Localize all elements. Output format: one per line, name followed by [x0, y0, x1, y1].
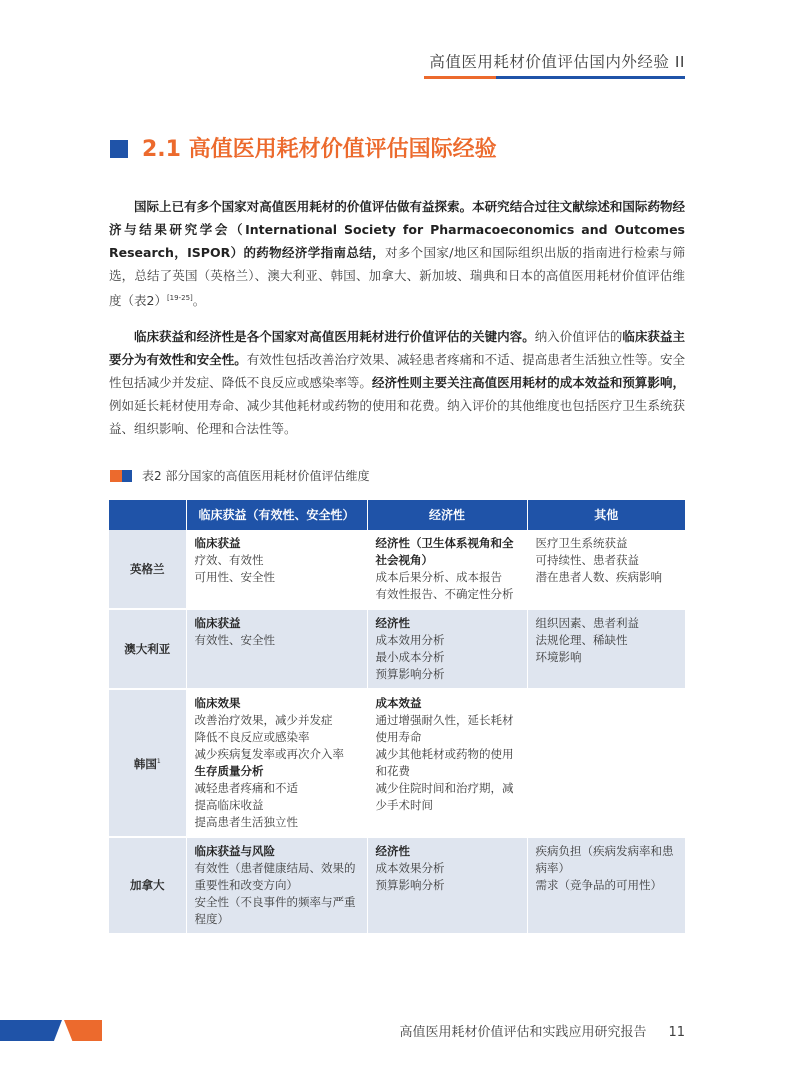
country-cell: [109, 609, 186, 689]
country-cell: [109, 530, 186, 609]
cell-subheading: 成本效益: [375, 696, 422, 710]
economic-cell: [367, 689, 527, 837]
cell-subheading: 经济性: [375, 844, 410, 858]
header-rule-orange: [424, 76, 496, 79]
cell-item: 最小成本分析: [375, 650, 445, 664]
country-name: 加拿大: [130, 878, 165, 892]
evaluation-dimension-table: [109, 500, 685, 935]
cell-item: 降低不良反应或感染率: [194, 730, 310, 744]
body-paragraph-2: [109, 325, 685, 440]
clinical-cell: [186, 837, 367, 934]
economic-cell: [367, 837, 527, 934]
cell-item: 预算影响分析: [375, 667, 445, 681]
table-row: [109, 609, 685, 689]
para2-bold-1: 临床获益和经济性是各个国家对高值医用耗材进行价值评估的关键内容。: [134, 329, 535, 344]
section-marker-square: [110, 140, 128, 158]
cell-item: 环境影响: [535, 650, 582, 664]
section-heading: [110, 132, 497, 163]
country-footnote-mark: 1: [156, 758, 161, 766]
footer-accent-orange: [64, 1020, 102, 1041]
cell-subheading: 经济性: [375, 616, 410, 630]
page-footer: [399, 1021, 685, 1040]
cell-item: 成本效果分析: [375, 861, 445, 875]
para2-bold-2: 临床获益主要分为有效性和安全性。: [109, 329, 685, 367]
clinical-cell: [186, 530, 367, 609]
caption-marker-orange: [110, 470, 122, 482]
cell-item: 有效性报告、不确定性分析: [375, 587, 514, 601]
table-header-cell: 其他: [527, 500, 685, 530]
section-title: 2.1 高值医用耗材价值评估国际经验: [142, 137, 497, 162]
country-cell: [109, 689, 186, 837]
para2-text-1: 纳入价值评估的: [534, 329, 623, 344]
running-header: 高值医用耗材价值评估国内外经验 II: [429, 53, 685, 71]
footer-accent-blue: [0, 1020, 62, 1041]
footer-title: 高值医用耗材价值评估和实践应用研究报告: [399, 1025, 647, 1040]
caption-marker-blue: [122, 470, 132, 482]
table-row: [109, 530, 685, 609]
table-header-row: [109, 500, 685, 530]
cell-item: 医疗卫生系统获益: [535, 536, 628, 550]
cell-item: 提高患者生活独立性: [194, 815, 298, 829]
country-name: 澳大利亚: [124, 641, 171, 656]
cell-item: 疾病负担（疾病发病率和患病率）: [535, 844, 674, 875]
table-row: [109, 689, 685, 837]
cell-subheading: 临床效果: [194, 696, 241, 710]
clinical-cell: [186, 609, 367, 689]
table-caption: [110, 467, 369, 484]
other-cell: [527, 837, 685, 934]
para2-text-3: 例如延长耗材使用寿命、减少其他耗材或药物的使用和花费。纳入评价的其他维度也包括医疗卫生系统获益、组织影响、伦理和合法性等。: [109, 398, 685, 436]
table-header-cell: 经济性: [367, 500, 527, 530]
cell-subheading: 生存质量分析: [194, 764, 264, 778]
other-cell: [527, 689, 685, 837]
cell-item: 有效性（患者健康结局、效果的重要性和改变方向）: [194, 861, 356, 892]
para1-end: 。: [192, 293, 206, 309]
cell-item: 提高临床收益: [194, 798, 264, 812]
cell-item: 改善治疗效果，减少并发症: [194, 713, 333, 727]
cell-item: 减轻患者疼痛和不适: [194, 781, 298, 795]
citation-ref: [19-25]: [166, 294, 193, 302]
cell-subheading: 临床获益: [194, 536, 241, 550]
table-header-cell: 临床获益（有效性、安全性）: [186, 500, 367, 530]
country-cell: [109, 837, 186, 934]
cell-item: 减少其他耗材或药物的使用和花费: [375, 747, 514, 778]
table-caption-text: 表2 部分国家的高值医用耗材价值评估维度: [142, 469, 370, 483]
cell-item: 可持续性、患者获益: [535, 553, 639, 567]
cell-item: 减少住院时间和治疗期，减少手术时间: [375, 781, 514, 812]
cell-item: 通过增强耐久性，延长耗材使用寿命: [375, 713, 514, 744]
para2-text-2: 有效性包括改善治疗效果、减轻患者疼痛和不适、提高患者生活独立性等。安全性包括减少并发症、降低不良反应或感染率等。: [109, 352, 685, 390]
country-name: 韩国: [133, 756, 157, 771]
page-number: 11: [668, 1025, 685, 1040]
clinical-cell: [186, 689, 367, 837]
cell-subheading: 临床获益与风险: [194, 844, 275, 858]
cell-item: 法规伦理、稀缺性: [535, 633, 628, 647]
economic-cell: [367, 609, 527, 689]
cell-item: 成本效用分析: [375, 633, 445, 647]
cell-item: 安全性（不良事件的频率与严重程度）: [194, 895, 356, 926]
body-paragraph-1: [109, 195, 685, 312]
para1-text: 对多个国家/地区和国际组织出版的指南进行检索与筛选，总结了英国（英格兰）、澳大利亚、韩国、加拿大、新加坡、瑞典和日本的高值医用耗材价值评估维度（表2）: [109, 245, 685, 309]
cell-item: 减少疾病复发率或再次介入率: [194, 747, 344, 761]
cell-item: 潜在患者人数、疾病影响: [535, 570, 662, 584]
cell-item: 疗效、有效性: [194, 553, 264, 567]
cell-item: 可用性、安全性: [194, 570, 275, 584]
cell-item: 需求（竞争品的可用性）: [535, 878, 662, 892]
cell-item: 成本后果分析、成本报告: [375, 570, 502, 584]
table-row: [109, 837, 685, 934]
other-cell: [527, 609, 685, 689]
cell-subheading: 临床获益: [194, 616, 241, 630]
cell-item: 有效性、安全性: [194, 633, 275, 647]
cell-subheading: 经济性（卫生体系视角和全社会视角）: [375, 536, 514, 567]
economic-cell: [367, 530, 527, 609]
cell-item: 预算影响分析: [375, 878, 445, 892]
para1-bold-lead: 国际上已有多个国家对高值医用耗材的价值评估做有益探索。本研究结合过往文献综述和国际药物经济与结果研究学会（International Society for Pharmacoeconomics and Outcomes Research，ISPOR）的药物经济学指南总结，: [109, 199, 685, 260]
table-header-cell: [109, 500, 186, 530]
other-cell: [527, 530, 685, 609]
cell-item: 组织因素、患者利益: [535, 616, 639, 630]
country-name: 英格兰: [130, 561, 165, 576]
para2-bold-3: 经济性则主要关注高值医用耗材的成本效益和预算影响，: [371, 375, 685, 390]
